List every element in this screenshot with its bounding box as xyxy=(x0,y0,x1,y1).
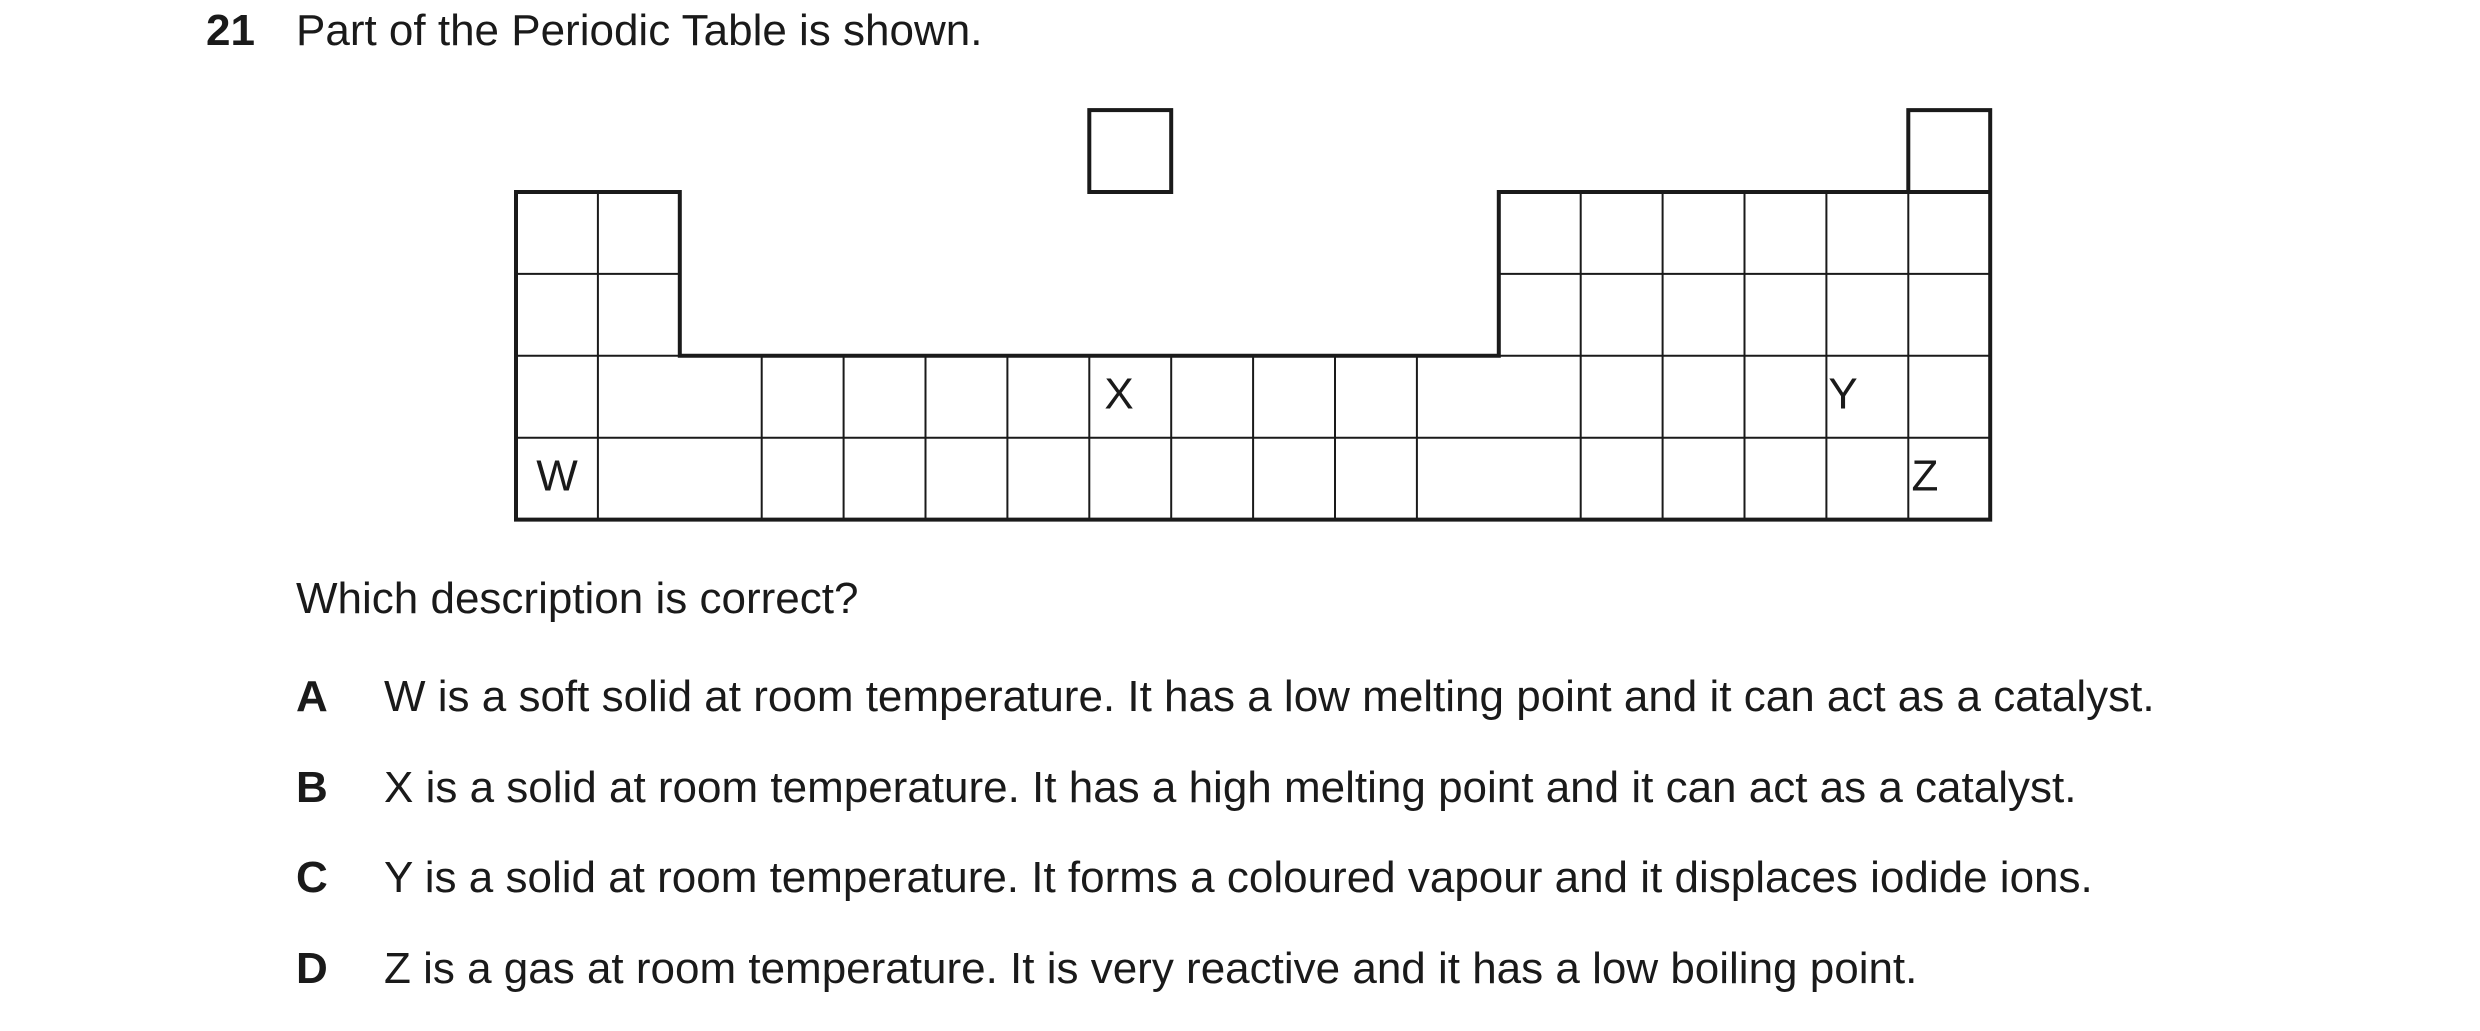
option-text: X is a solid at room temperature. It has a high melting point and it can act as a catalyst. xyxy=(384,763,2077,812)
option-letter: C xyxy=(296,853,328,902)
option-letter: A xyxy=(296,672,328,721)
option-d[interactable] xyxy=(296,942,1917,996)
element-label-y: Y xyxy=(1828,369,1858,419)
option-text: Y is a solid at room temperature. It forms a coloured vapour and it displaces iodide ions. xyxy=(384,853,2093,902)
option-c[interactable] xyxy=(296,851,2093,905)
option-text: Z is a gas at room temperature. It is very reactive and it has a low boiling point. xyxy=(384,944,1918,993)
question-number: 21 xyxy=(206,6,255,55)
option-b[interactable] xyxy=(296,761,2076,815)
option-a[interactable] xyxy=(296,670,2155,724)
question-text: Part of the Periodic Table is shown. xyxy=(296,6,983,55)
option-letter: D xyxy=(296,944,328,993)
element-label-w: W xyxy=(536,451,578,501)
element-label-z: Z xyxy=(1911,451,1939,501)
question-prompt: Which description is correct? xyxy=(296,574,859,623)
option-letter: B xyxy=(296,763,328,812)
option-text: W is a soft solid at room temperature. It has a low melting point and it can act as a catalyst. xyxy=(384,672,2155,721)
element-label-x: X xyxy=(1104,369,1134,419)
